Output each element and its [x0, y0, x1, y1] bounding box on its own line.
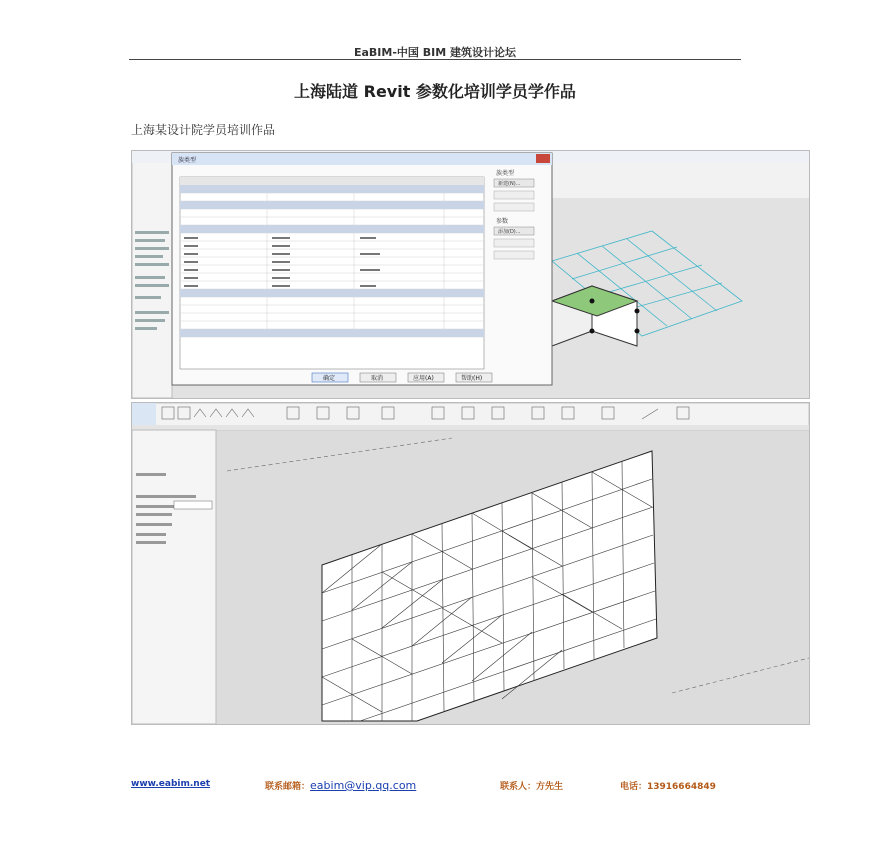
revit-window-2 — [132, 403, 809, 724]
add-param-button-label: 添加(D)... — [498, 229, 521, 235]
dialog-title: 族类型 — [178, 157, 197, 164]
modify-param-button[interactable] — [494, 239, 534, 247]
apply-button-label: 应用(A) — [413, 375, 434, 382]
cancel-button-label: 取消 — [371, 375, 384, 382]
footer-mail — [265, 779, 416, 792]
side-group1-label: 族类型 — [496, 170, 515, 177]
remove-param-button[interactable] — [494, 251, 534, 259]
new-type-button-label: 新建(N)... — [498, 181, 521, 187]
footer-contact: 联系人：方先生 — [500, 782, 564, 792]
ribbon-labels-bar — [132, 425, 809, 430]
delete-button[interactable] — [494, 203, 534, 211]
palette-input[interactable] — [174, 501, 212, 509]
side-group2-label: 参数 — [496, 218, 509, 225]
footer-site-link[interactable]: www.eabim.net — [131, 779, 211, 789]
ok-button-label: 确定 — [323, 375, 336, 382]
properties-palette — [132, 151, 172, 398]
header-rule — [129, 59, 741, 60]
viewport-top-band — [552, 163, 809, 198]
doc-title: 上海陆道 Revit 参数化培训学员学作品 — [294, 82, 576, 101]
screenshot-panel-wall — [131, 402, 810, 725]
dialog-close-icon[interactable] — [536, 154, 550, 163]
family-types-dialog — [172, 153, 552, 385]
footer-mail-link[interactable]: eabim@vip.qq.com — [310, 779, 417, 792]
help-button-label: 帮助(H) — [461, 375, 483, 382]
page-header: EaBIM-中国 BIM 建筑设计论坛 — [353, 46, 516, 59]
revit-window-1 — [132, 151, 809, 398]
footer-mail-label: 联系邮箱： — [265, 782, 311, 792]
modify-tool[interactable] — [132, 403, 156, 427]
doc-subtitle: 上海某设计院学员培训作品 — [131, 123, 276, 137]
footer-phone: 电话：13916664849 — [620, 782, 716, 792]
screenshot-family-types — [131, 150, 810, 399]
rename-button[interactable] — [494, 191, 534, 199]
